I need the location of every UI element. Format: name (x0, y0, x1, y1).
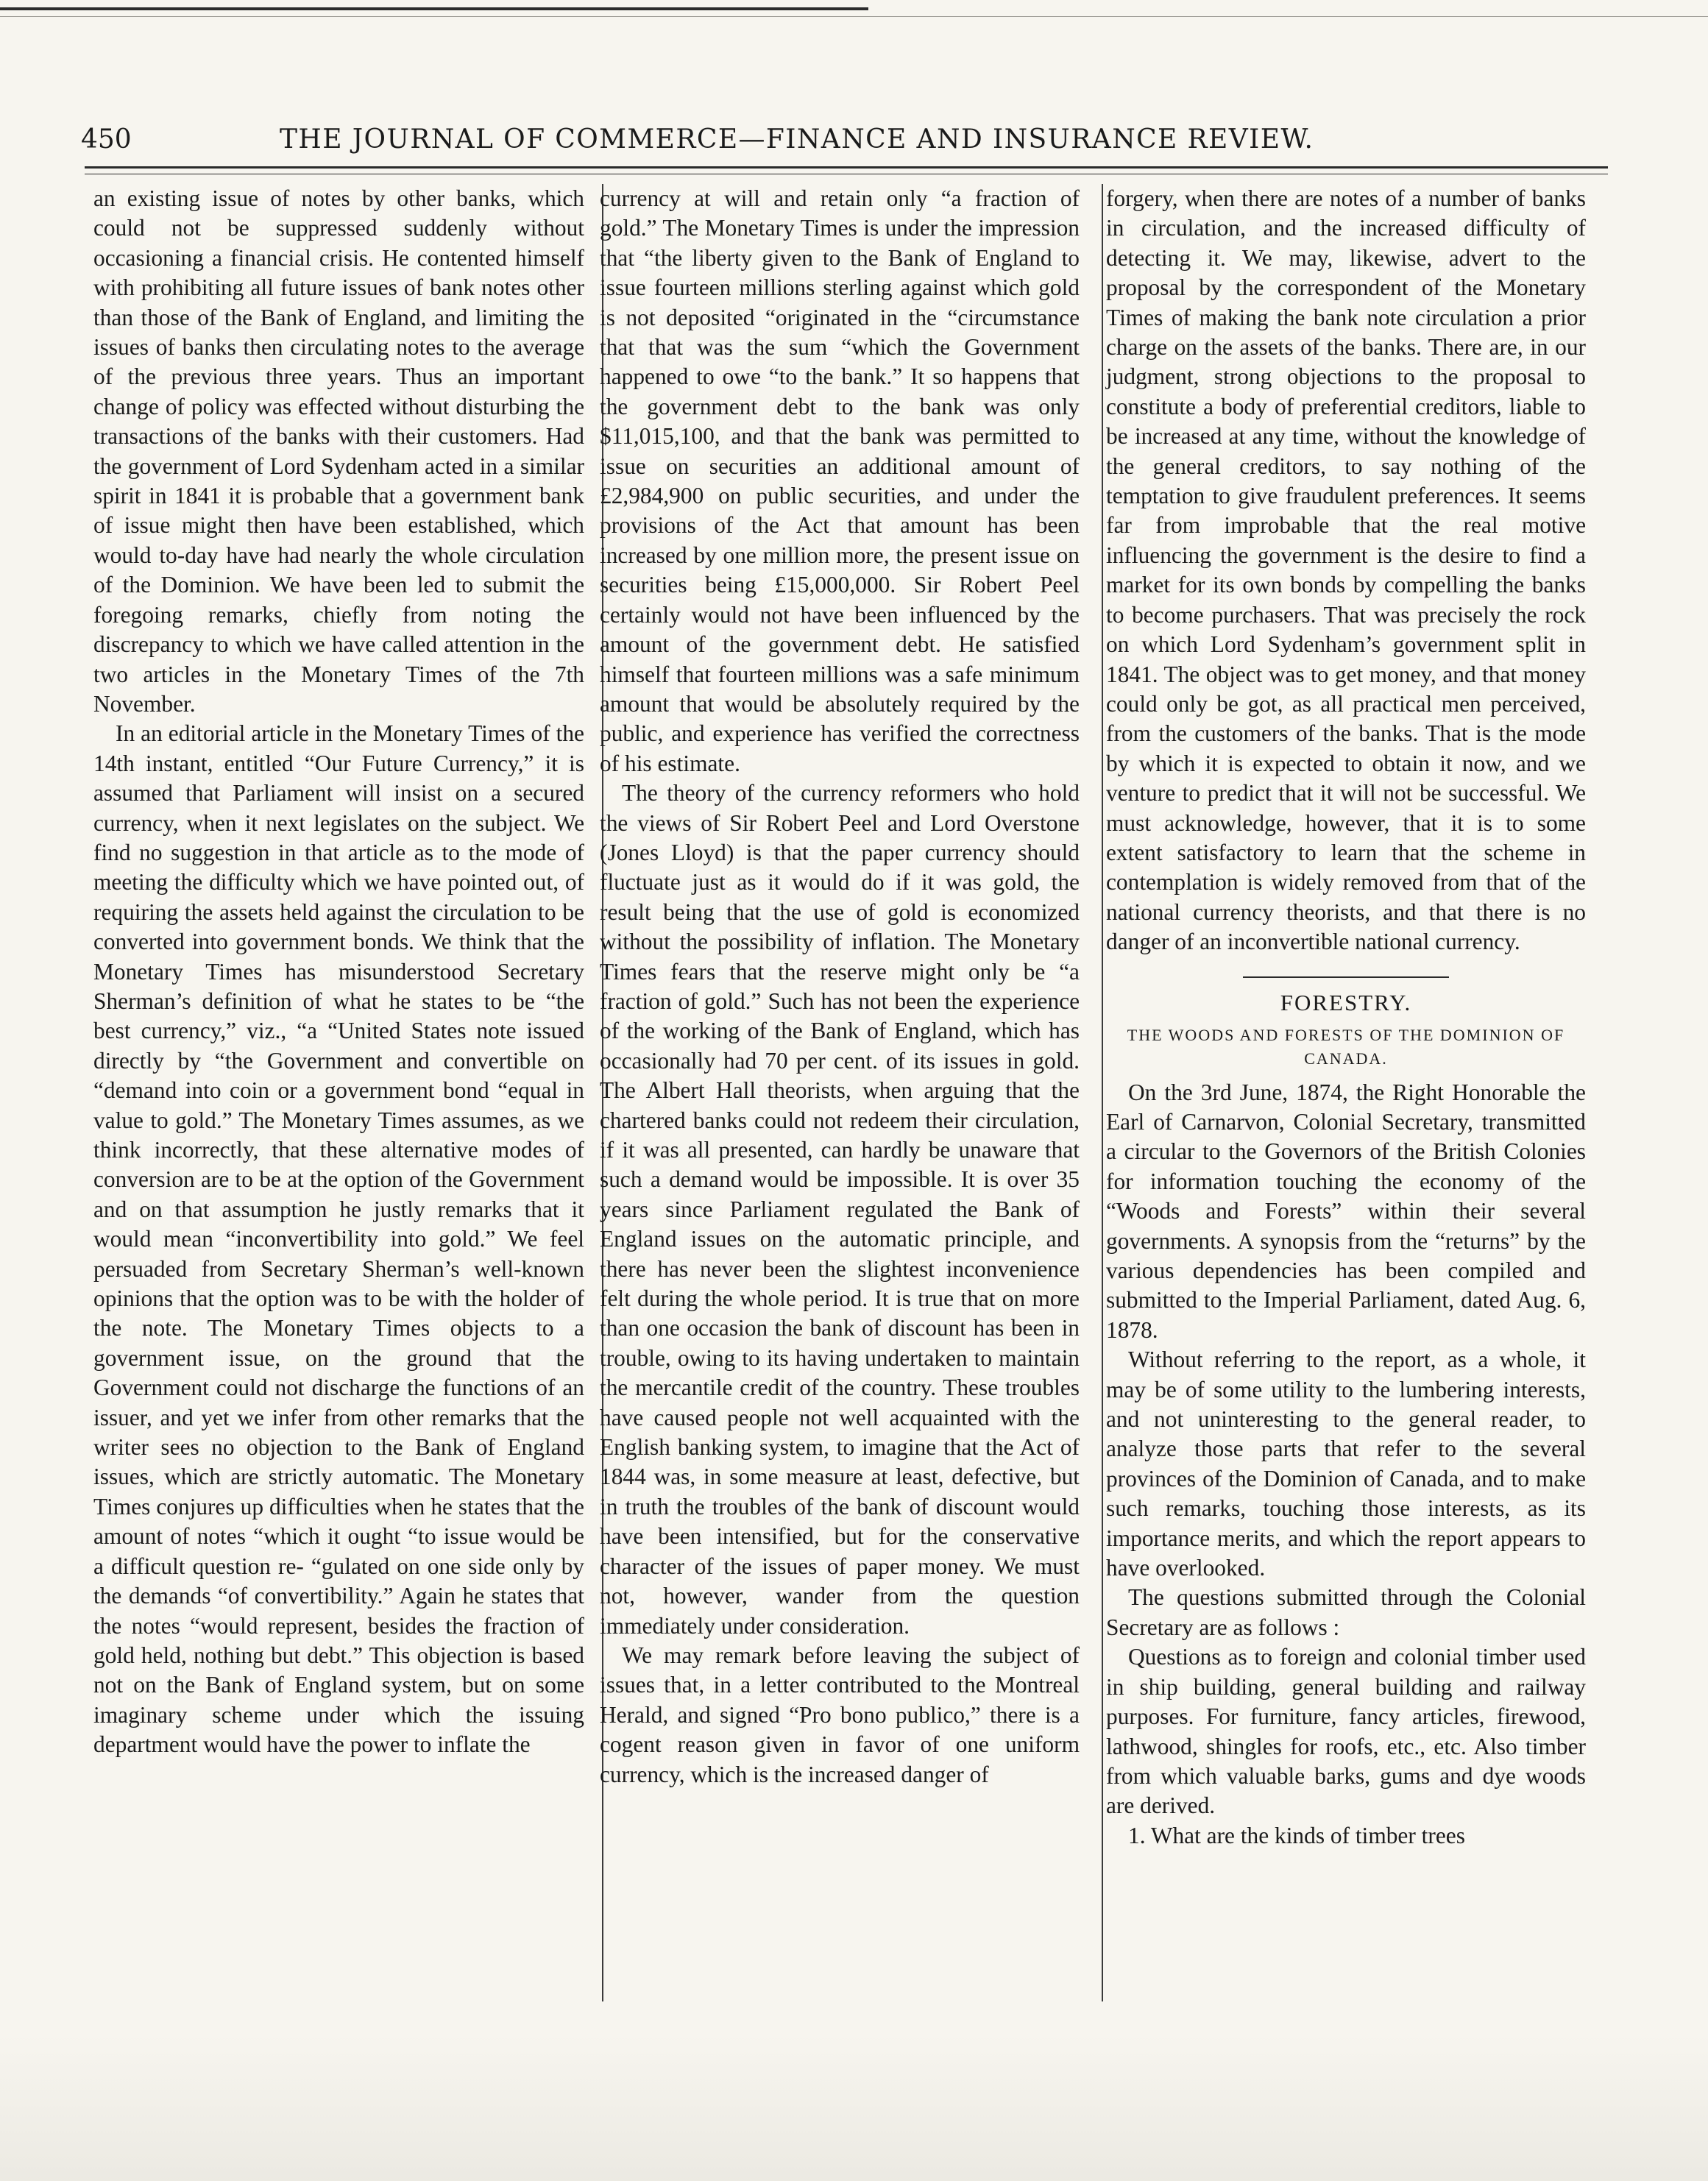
section-divider (1243, 976, 1449, 978)
column-1-paragraph: an existing issue of notes by other banks, which could not be suppressed suddenly without occasioning a financial crisis. He contented himself with prohibiting all future issues of bank notes other than those of the Bank of England, and limiting the issues of banks then circulating notes to the average of the previous three years. Thus an important change of policy was effected without disturbing the transactions of the banks with their customers. Had the government of Lord Sydenham acted in a similar spirit in 1841 it is probable that a government bank of issue might then have been established, which would to-day have had nearly the whole circulation of the Dominion. We have been led to submit the foregoing remarks, chiefly from noting the discrepancy to which we have called attention in the two articles in the Monetary Times of the 7th November. (93, 185, 584, 717)
top-edge-thin-rule (0, 16, 1708, 17)
column-2-paragraph: We may remark before leaving the subject of issues that, in a letter contributed to the Montreal Herald, and signed “Pro bono publico,” there is a cogent reason given in favor of one uniform currency, which is the increased danger of (600, 1642, 1080, 1787)
journal-title: THE JOURNAL OF COMMERCE—FINANCE AND INSURANCE REVIEW. (280, 124, 1314, 155)
column-2 (600, 184, 1080, 1790)
column-1 (93, 184, 584, 1760)
column-1-paragraph: In an editorial article in the Monetary Times of the 14th instant, entitled “Our Future Currency,” it is assumed that Parliament will insist on a secured currency, when it next legislates on the subject. We find no suggestion in that article as to the mode of meeting the difficulty which we have pointed out, of requiring the assets held against the circulation to be converted into government bonds. We think that the Monetary Times has misunderstood Secretary Sherman’s definition of what he states to be “the best currency,” viz., “a “United States note issued directly by “the Government and convertible on “demand into coin or a government bond “equal in value to gold.” The Monetary Times assumes, as we think incorrectly, that these alternative modes of conversion are to be at the option of the Government and on that assumption he justly remarks that it would mean “inconvertibility into gold.” We feel persuaded from Secretary Sherman’s well-known opinions that the option was to be with the holder of the note. The Monetary Times objects to a government issue, on the ground that the Government could not discharge the functions of an issuer, and yet we infer from other remarks that the writer sees no objection to the Bank of England issues, which are strictly automatic. The Monetary Times conjures up difficulties when he states that the amount of notes “which it ought “to issue would be a difficult question re- “gulated on one side only by the demands “of convertibility.” Again he states that the notes “would represent, besides the fraction of gold held, nothing but debt.” This objection is based not on the Bank of England system, but on some imaginary scheme under which the issuing department would have the power to inflate the (93, 720, 584, 1758)
column-2-paragraph: currency at will and retain only “a fraction of gold.” The Monetary Times is under the impression that “the liberty given to the Bank of England to issue fourteen millions sterling against which gold is not deposited “originated in the “circumstance that that was the sum “which the Government happened to owe “to the bank.” It so happens that the government debt to the bank was only $11,015,100, and that the bank was permitted to issue on securities an additional amount of £2,984,900 on public securities, and under the provisions of the Act that amount has been increased by one million more, the present issue on securities being £15,000,000. Sir Robert Peel certainly would not have been influenced by the amount of the government debt. He satisfied himself that fourteen millions was a safe minimum amount that would be absolutely required by the public, and experience has verified the correctness of his estimate. (600, 185, 1080, 776)
column-3 (1106, 184, 1586, 1851)
top-edge-rule (0, 7, 868, 10)
section-paragraph: On the 3rd June, 1874, the Right Honorable the Earl of Carnarvon, Colonial Secretary, transmitted a circular to the Governors of the British Colonies for information touching the economy of the “Woods and Forests” within their several governments. A synopsis from the “returns” by the various dependencies has been compiled and submitted to the Imperial Parliament, dated Aug. 6, 1878. (1106, 1079, 1586, 1343)
section-heading: FORESTRY. (1280, 989, 1412, 1015)
section-paragraph: 1. What are the kinds of timber trees (1128, 1822, 1465, 1848)
section-paragraph: The questions submitted through the Colonial Secretary are as follows : (1106, 1584, 1586, 1640)
page-number: 450 (81, 124, 132, 155)
running-head (81, 118, 1641, 162)
section-paragraph: Questions as to foreign and colonial timber used in ship building, general building and railway purposes. For furniture, fancy articles, firewood, lathwood, shingles for roofs, etc., etc. Also timber from which valuable barks, gums and dye woods are derived. (1106, 1644, 1586, 1819)
section-paragraph: Without referring to the report, as a whole, it may be of some utility to the lumbering interests, and not uninteresting to the general reader, to analyze those parts that refer to the several provinces of the Dominion of Canada, and to make such remarks, touching those interests, as its importance merits, and which the report appears to have overlooked. (1106, 1347, 1586, 1581)
column-divider-2 (1102, 184, 1103, 2001)
column-3-paragraph: forgery, when there are notes of a number of banks in circulation, and the increased difficulty of detecting it. We may, likewise, advert to the proposal by the correspondent of the Monetary Times of making the bank note circulation a prior charge on the assets of the banks. There are, in our judgment, strong objections to the proposal to constitute a body of preferential creditors, liable to be increased at any time, without the knowledge of the general creditors, to say nothing of the temptation to give fraudulent preferences. It seems far from improbable that the real motive influencing the government is the desire to find a market for its own bonds by compelling the banks to become purchasers. That was precisely the rock on which Lord Sydenham’s government split in 1841. The object was to get money, and that money could only be got, as all practical men perceived, from the customers of the banks. That is the mode by which it is expected to obtain it now, and we venture to predict that it will not be successful. We must acknowledge, however, that it is to some extent satisfactory to learn that the scheme in contemplation is widely removed from that of the national currency theorists, and that there is no danger of an inconvertible national currency. (1106, 185, 1586, 955)
header-rule-thick (85, 166, 1608, 169)
column-2-paragraph: The theory of the currency reformers who hold the views of Sir Robert Peel and Lord Overstone (Jones Lloyd) is that the paper currency should fluctuate just as it would do if it was gold, the result being that the use of gold is economized without the possibility of inflation. The Monetary Times fears that the reserve might only be “a fraction of gold.” Such has not been the experience of the working of the Bank of England, which has occasionally had 70 per cent. of its issues in gold. The Albert Hall theorists, when arguing that the chartered banks could not redeem their circulation, if it was all presented, can hardly be unaware that such a demand would be impossible. It is over 35 years since Parliament regulated the Bank of England issues on the automatic principle, and there has never been the slightest inconvenience felt during the whole period. It is true that on more than one occasion the bank of discount has been in trouble, owing to its having undertaken to maintain the mercantile credit of the country. These troubles have caused people not well acquainted with the English banking system, to imagine that the Act of 1844 was, in some measure at least, defective, but in truth the troubles of the bank of discount would have been intensified, but for the conservative character of the issues of paper money. We must not, however, wander from the question immediately under consideration. (600, 780, 1080, 1639)
section-subheading: THE WOODS AND FORESTS OF THE DOMINION OF CANADA. (1127, 1025, 1565, 1068)
paper-bottom-shade (0, 2034, 1708, 2181)
